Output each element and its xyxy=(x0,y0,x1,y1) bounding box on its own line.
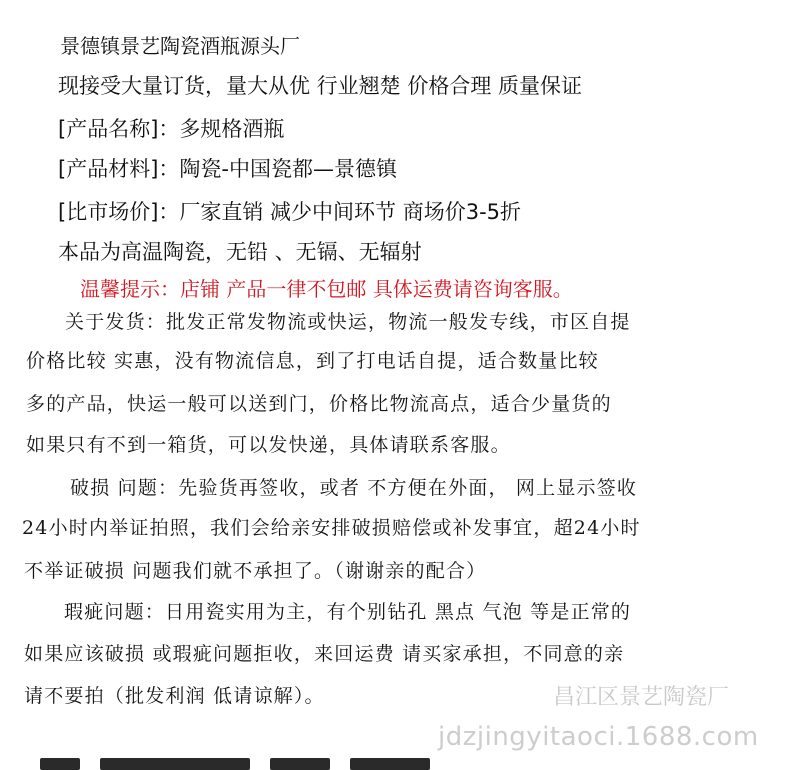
header-line-safety: 本品为高温陶瓷，无铅 、无镉、无辐射 xyxy=(58,240,422,264)
clipped-text-fragment xyxy=(350,758,430,770)
url-watermark: jdzjingyitaoci.1688.com xyxy=(438,722,759,752)
shipping-fee-notice: 温馨提示：店铺 产品一律不包邮 具体运费请咨询客服。 xyxy=(80,277,573,301)
damage-line: 不举证破损 问题我们就不承担了。（谢谢亲的配合） xyxy=(24,560,487,582)
defect-line: 请不要拍（批发利润 低请谅解）。 xyxy=(24,685,325,707)
header-line-price: [比市场价]：厂家直销 减少中间环节 商场价3-5折 xyxy=(58,200,522,224)
header-line-orders: 现接受大量订货，量大从优 行业翘楚 价格合理 质量保证 xyxy=(58,74,583,98)
shipping-line: 如果只有不到一箱货，可以发快递，具体请联系客服。 xyxy=(26,434,511,456)
shop-watermark: 昌江区景艺陶瓷厂 xyxy=(553,685,730,710)
clipped-text-fragment xyxy=(270,758,330,770)
defect-line: 瑕疵问题：日用瓷实用为主，有个别钻孔 黑点 气泡 等是正常的 xyxy=(64,601,632,623)
damage-line: 24小时内举证拍照，我们会给亲安排破损赔偿或补发事宜，超24小时 xyxy=(22,517,641,539)
shipping-line: 价格比较 实惠，没有物流信息，到了打电话自提，适合数量比较 xyxy=(26,350,599,372)
header-line-product-name: [产品名称]：多规格酒瓶 xyxy=(58,117,285,141)
clipped-text-fragment xyxy=(40,758,80,770)
shipping-line: 多的产品，快运一般可以送到门，价格比物流高点，适合少量货的 xyxy=(26,393,612,415)
header-line-material: [产品材料]：陶瓷-中国瓷都—景德镇 xyxy=(58,157,397,181)
shipping-line: 关于发货：批发正常发物流或快运，物流一般发专线，市区自提 xyxy=(65,311,631,333)
defect-line: 如果应该破损 或瑕疵问题拒收，来回运费 请买家承担，不同意的亲 xyxy=(24,643,625,665)
clipped-text-fragment xyxy=(100,758,250,770)
damage-line: 破损 问题：先验货再签收，或者 不方便在外面， 网上显示签收 xyxy=(70,477,638,499)
header-line-factory: 景德镇景艺陶瓷酒瓶源头厂 xyxy=(60,34,300,58)
